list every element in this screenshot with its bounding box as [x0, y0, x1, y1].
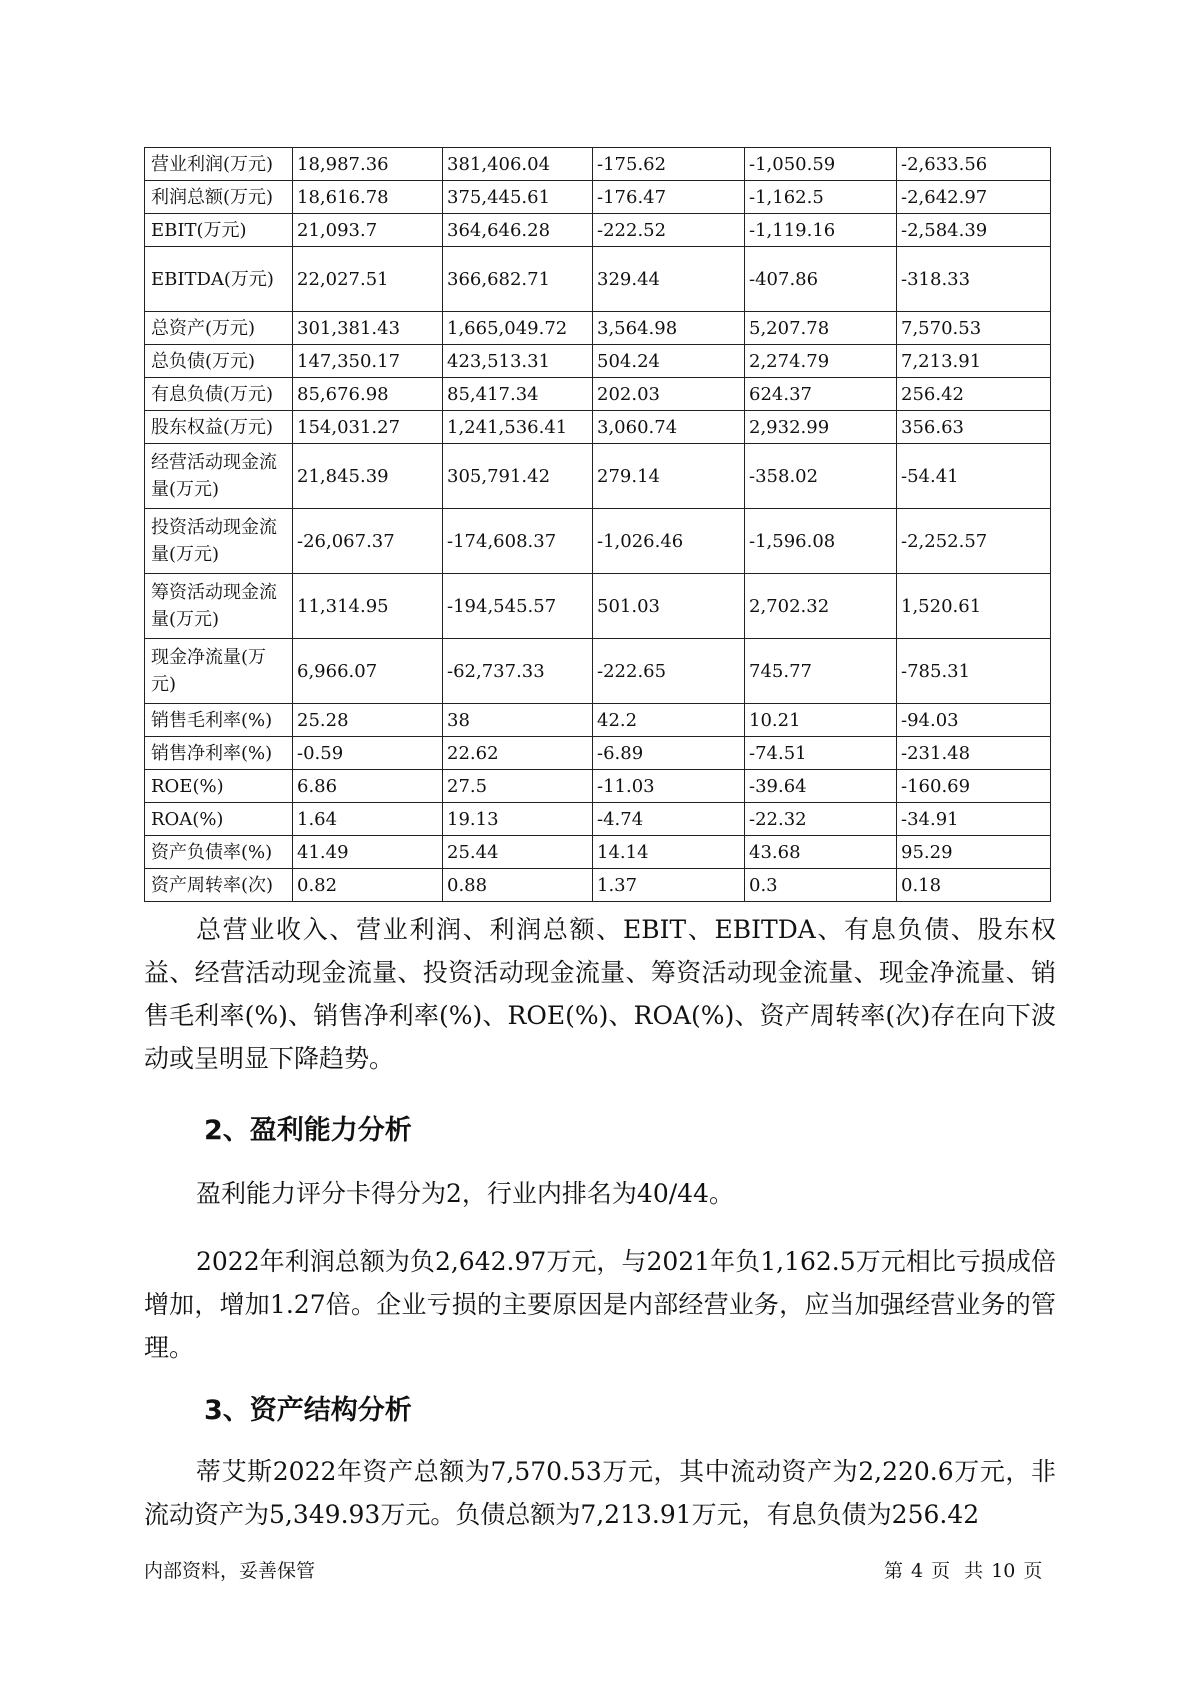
table-cell: -1,026.46 [593, 509, 745, 574]
table-row [145, 836, 1051, 869]
total-label-prefix: 共 [964, 1560, 984, 1582]
table-cell: 504.24 [593, 345, 745, 378]
row-label: 销售毛利率(%) [145, 704, 293, 737]
table-cell: -2,642.97 [897, 181, 1051, 214]
row-label: 投资活动现金流量(万元) [145, 509, 293, 574]
table-cell: 95.29 [897, 836, 1051, 869]
table-cell: -174,608.37 [443, 509, 593, 574]
table-cell: 2,932.99 [745, 411, 897, 444]
table-cell: 0.82 [293, 869, 443, 902]
table-cell: 0.88 [443, 869, 593, 902]
row-label: 经营活动现金流量(万元) [145, 444, 293, 509]
page-label-mid: 页 [931, 1560, 951, 1582]
table-row [145, 345, 1051, 378]
row-label: 销售净利率(%) [145, 737, 293, 770]
table-cell: -74.51 [745, 737, 897, 770]
table-cell: 2,702.32 [745, 574, 897, 639]
table-row [145, 737, 1051, 770]
row-label: 资产周转率(次) [145, 869, 293, 902]
row-label: 营业利润(万元) [145, 148, 293, 181]
section-2-paragraph-2: 2022年利润总额为负2,642.97万元，与2021年负1,162.5万元相比亏损成倍增加，增加1.27倍。企业亏损的主要原因是内部经营业务，应当加强经营业务的管理。 [144, 1247, 1056, 1362]
table-cell: 85,676.98 [293, 378, 443, 411]
table-cell: 329.44 [593, 247, 745, 312]
row-label: 利润总额(万元) [145, 181, 293, 214]
table-cell: -176.47 [593, 181, 745, 214]
table-cell: -62,737.33 [443, 639, 593, 704]
table-cell: 3,060.74 [593, 411, 745, 444]
table-cell: 18,616.78 [293, 181, 443, 214]
table-row [145, 770, 1051, 803]
table-cell: 0.18 [897, 869, 1051, 902]
summary-paragraph: 总营业收入、营业利润、利润总额、EBIT、EBITDA、有息负债、股东权益、经营活动现金流量、投资活动现金流量、筹资活动现金流量、现金净流量、销售毛利率(%)、销售净利率(%)、ROE(%)、ROA(%)、资产周转率(次)存在向下波动或呈明显下降趋势。 [144, 915, 1056, 1073]
table-cell: 11,314.95 [293, 574, 443, 639]
table-cell: -6.89 [593, 737, 745, 770]
table-row [145, 148, 1051, 181]
table-cell: 22,027.51 [293, 247, 443, 312]
table-cell: 18,987.36 [293, 148, 443, 181]
table-cell: -160.69 [897, 770, 1051, 803]
footer-confidential-note: 内部资料，妥善保管 [144, 1560, 316, 1582]
table-cell: -407.86 [745, 247, 897, 312]
table-cell: -34.91 [897, 803, 1051, 836]
table-row [145, 509, 1051, 574]
table-cell: 364,646.28 [443, 214, 593, 247]
row-label: EBITDA(万元) [145, 247, 293, 312]
table-cell: 38 [443, 704, 593, 737]
table-cell: 202.03 [593, 378, 745, 411]
row-label: 筹资活动现金流量(万元) [145, 574, 293, 639]
table-cell: 745.77 [745, 639, 897, 704]
row-label: ROE(%) [145, 770, 293, 803]
table-row [145, 704, 1051, 737]
table-cell: 19.13 [443, 803, 593, 836]
table-cell: -2,584.39 [897, 214, 1051, 247]
row-label: ROA(%) [145, 803, 293, 836]
table-cell: -194,545.57 [443, 574, 593, 639]
table-body [145, 148, 1051, 902]
table-cell: 21,845.39 [293, 444, 443, 509]
row-label: 股东权益(万元) [145, 411, 293, 444]
table-cell: -1,050.59 [745, 148, 897, 181]
table-cell: 381,406.04 [443, 148, 593, 181]
row-label: 有息负债(万元) [145, 378, 293, 411]
table-cell: 2,274.79 [745, 345, 897, 378]
table-row [145, 181, 1051, 214]
row-label: 资产负债率(%) [145, 836, 293, 869]
footer-page-number [880, 1556, 1046, 1583]
table-row [145, 247, 1051, 312]
table-row [145, 411, 1051, 444]
table-cell: 7,213.91 [897, 345, 1051, 378]
table-cell: -0.59 [293, 737, 443, 770]
table-cell: 305,791.42 [443, 444, 593, 509]
table-cell: 25.28 [293, 704, 443, 737]
table-cell: -222.52 [593, 214, 745, 247]
table-cell: -318.33 [897, 247, 1051, 312]
financial-indicators-table [144, 147, 1051, 902]
section-2-paragraph-1: 盈利能力评分卡得分为2，行业内排名为40/44。 [196, 1179, 734, 1208]
table-row [145, 214, 1051, 247]
table-cell: 1,665,049.72 [443, 312, 593, 345]
row-label: 总资产(万元) [145, 312, 293, 345]
table-cell: -1,162.5 [745, 181, 897, 214]
table-cell: 41.49 [293, 836, 443, 869]
table-cell: 1,241,536.41 [443, 411, 593, 444]
table-cell: -231.48 [897, 737, 1051, 770]
table-row [145, 574, 1051, 639]
table-cell: -2,633.56 [897, 148, 1051, 181]
table-cell: -4.74 [593, 803, 745, 836]
table-cell: 0.3 [745, 869, 897, 902]
table-row [145, 803, 1051, 836]
table-cell: 147,350.17 [293, 345, 443, 378]
section-2-heading: 2、盈利能力分析 [204, 1115, 412, 1146]
table-cell: 42.2 [593, 704, 745, 737]
table-cell: 14.14 [593, 836, 745, 869]
table-cell: -54.41 [897, 444, 1051, 509]
table-cell: 356.63 [897, 411, 1051, 444]
table-cell: 1,520.61 [897, 574, 1051, 639]
table-cell: 6,966.07 [293, 639, 443, 704]
table-row [145, 378, 1051, 411]
section-3-heading: 3、资产结构分析 [204, 1395, 412, 1426]
table-cell: 22.62 [443, 737, 593, 770]
table-cell: -26,067.37 [293, 509, 443, 574]
table-cell: 1.37 [593, 869, 745, 902]
table-cell: 256.42 [897, 378, 1051, 411]
table-cell: -785.31 [897, 639, 1051, 704]
table-cell: -11.03 [593, 770, 745, 803]
row-label: 总负债(万元) [145, 345, 293, 378]
table-row [145, 312, 1051, 345]
table-cell: 7,570.53 [897, 312, 1051, 345]
table-cell: 1.64 [293, 803, 443, 836]
table-cell: 366,682.71 [443, 247, 593, 312]
table-row [145, 639, 1051, 704]
table-cell: -1,119.16 [745, 214, 897, 247]
row-label: EBIT(万元) [145, 214, 293, 247]
table-row [145, 444, 1051, 509]
table-cell: 154,031.27 [293, 411, 443, 444]
total-label-suffix: 页 [1023, 1560, 1043, 1582]
current-page-number: 4 [911, 1560, 924, 1582]
table-cell: -358.02 [745, 444, 897, 509]
table-cell: 27.5 [443, 770, 593, 803]
table-row [145, 869, 1051, 902]
table-cell: 21,093.7 [293, 214, 443, 247]
row-label: 现金净流量(万元) [145, 639, 293, 704]
total-pages-number: 10 [991, 1560, 1016, 1582]
table-cell: 5,207.78 [745, 312, 897, 345]
table-cell: 375,445.61 [443, 181, 593, 214]
table-cell: 423,513.31 [443, 345, 593, 378]
table-cell: 301,381.43 [293, 312, 443, 345]
table-cell: -22.32 [745, 803, 897, 836]
table-cell: 279.14 [593, 444, 745, 509]
table-cell: 3,564.98 [593, 312, 745, 345]
table-cell: -39.64 [745, 770, 897, 803]
table-cell: 6.86 [293, 770, 443, 803]
table-cell: 10.21 [745, 704, 897, 737]
table-cell: 85,417.34 [443, 378, 593, 411]
table-cell: -1,596.08 [745, 509, 897, 574]
table-cell: -222.65 [593, 639, 745, 704]
table-cell: 501.03 [593, 574, 745, 639]
table-cell: 43.68 [745, 836, 897, 869]
page-label-prefix: 第 [884, 1560, 904, 1582]
table-cell: 624.37 [745, 378, 897, 411]
table-cell: 25.44 [443, 836, 593, 869]
section-3-paragraph-1: 蒂艾斯2022年资产总额为7,570.53万元，其中流动资产为2,220.6万元，非流动资产为5,349.93万元。负债总额为7,213.91万元，有息负债为256.42 [144, 1457, 1056, 1529]
table-cell: -175.62 [593, 148, 745, 181]
table-cell: -94.03 [897, 704, 1051, 737]
table-cell: -2,252.57 [897, 509, 1051, 574]
